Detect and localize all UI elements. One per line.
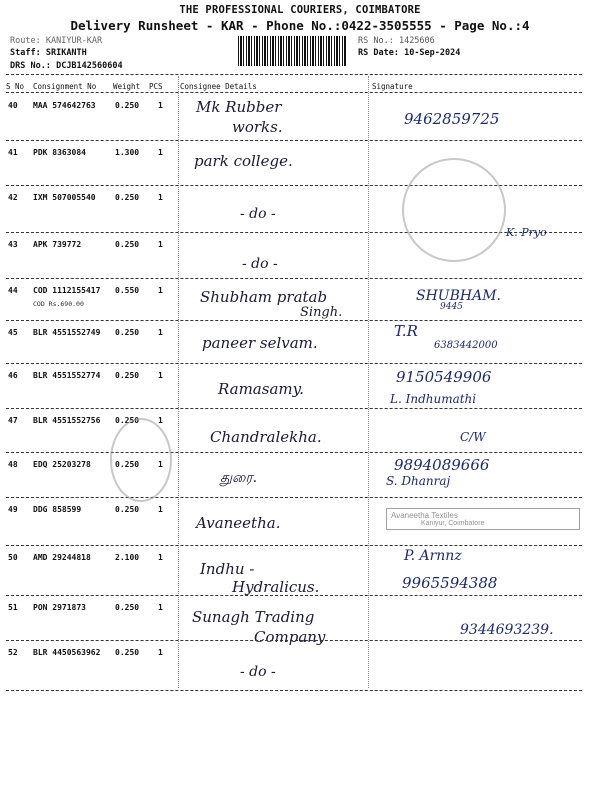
table-top-rule [6, 74, 582, 75]
row-sno: 45 [8, 328, 18, 337]
row-consignment: BLR 4551552749 [33, 328, 101, 337]
row-consignee-handwriting: Avaneetha. [196, 514, 281, 532]
row-signature: C/W [460, 430, 486, 444]
col-sno: S No [6, 82, 25, 91]
stamp-line-1: Avaneetha Textiles [391, 511, 458, 520]
drs-line [10, 61, 123, 71]
row-signature: S. Dhanraj [386, 474, 451, 488]
row-separator [6, 278, 582, 279]
row-sno: 44 [8, 286, 18, 295]
row-weight: 0.250 [115, 328, 140, 337]
row-weight: 0.250 [115, 240, 140, 249]
drs-value: DCJB142560604 [56, 61, 123, 71]
row-separator [6, 595, 582, 596]
row-signature: P. Arnnz [404, 548, 462, 564]
row-signature: 9150549906 [396, 368, 492, 386]
stamp-line-2: Kaniyur, Coimbatore [421, 520, 485, 527]
row-consignment: EDQ 25203278 [33, 460, 91, 469]
staff-label: Staff: [10, 48, 41, 58]
row-sno: 52 [8, 648, 18, 657]
row-separator [6, 363, 582, 364]
row-signature: 9894089666 [394, 456, 490, 474]
row-weight: 0.250 [115, 371, 140, 380]
row-sno: 43 [8, 240, 18, 249]
row-signature: SHUBHAM. [416, 288, 501, 304]
row-pcs: 1 [158, 193, 163, 202]
col-weight: Weight [113, 82, 141, 91]
row-pcs: 1 [158, 148, 163, 157]
row-weight: 0.550 [115, 286, 140, 295]
consignee-divider [178, 76, 179, 688]
delivery-stamp [402, 158, 506, 262]
route-label: Route: [10, 36, 41, 46]
row-consignment: PDK 8363084 [33, 148, 86, 157]
rs-date-label: RS Date: [358, 48, 399, 58]
barcode [238, 36, 346, 66]
row-signature: 6383442000 [434, 340, 498, 351]
row-separator [6, 640, 582, 641]
row-sno: 48 [8, 460, 18, 469]
company-title: THE PROFESSIONAL COURIERS, COIMBATORE [179, 4, 421, 16]
row-sno: 42 [8, 193, 18, 202]
row-weight: 0.250 [115, 101, 140, 110]
row-signature: 9445 [440, 302, 463, 312]
row-signature: T.R [394, 322, 418, 340]
row-consignment: APK 739772 [33, 240, 82, 249]
row-separator [6, 140, 582, 141]
row-consignee-handwriting: Sunagh Trading [192, 608, 315, 626]
row-signature: 9965594388 [402, 574, 498, 592]
row-consignee-handwriting: Singh. [300, 305, 343, 320]
rs-no-line [358, 36, 435, 46]
row-weight: 2.100 [115, 553, 140, 562]
rs-date-value: 10-Sep-2024 [404, 48, 461, 58]
row-pcs: 1 [158, 286, 163, 295]
runsheet-subtitle: Delivery Runsheet - KAR - Phone No.:0422-3505555 - Page No.:4 [70, 18, 530, 33]
row-signature: 9344693239. [460, 622, 554, 638]
row-sno: 40 [8, 101, 18, 110]
row-weight: 0.250 [115, 416, 140, 425]
row-consignee-handwriting: - do - [240, 664, 276, 680]
row-sno: 51 [8, 603, 18, 612]
col-signature: Signature [372, 82, 413, 91]
row-consignee-handwriting: park college. [194, 152, 293, 170]
row-separator [6, 497, 582, 498]
row-pcs: 1 [158, 553, 163, 562]
rs-no-label: RS No.: [358, 36, 394, 46]
row-signature: K. Pryo [506, 226, 547, 239]
staff-value: SRIKANTH [45, 48, 87, 58]
row-pcs: 1 [158, 328, 163, 337]
rs-no-value: 1425606 [398, 36, 435, 46]
row-separator [6, 408, 582, 409]
row-consignee-handwriting: Indhu - [200, 560, 255, 578]
row-pcs: 1 [158, 648, 163, 657]
col-pcs: PCS [149, 82, 163, 91]
row-consignment: PON 2971873 [33, 603, 86, 612]
row-separator [6, 320, 582, 321]
row-pcs: 1 [158, 603, 163, 612]
row-consignee-handwriting: Hydralicus. [232, 578, 320, 596]
row-consignment: BLR 4450563962 [33, 648, 101, 657]
row-consignee-handwriting: Ramasamy. [218, 380, 304, 398]
row-weight: 0.250 [115, 505, 140, 514]
row-consignment: AMD 29244818 [33, 553, 91, 562]
header-bottom-rule [6, 92, 582, 93]
row-consignee-handwriting: paneer selvam. [202, 334, 318, 352]
row-signature: L. Indhumathi [390, 392, 477, 406]
row-pcs: 1 [158, 505, 163, 514]
row-separator [6, 690, 582, 691]
row-consignee-handwriting: works. [232, 118, 283, 136]
row-pcs: 1 [158, 240, 163, 249]
row-consignment: BLR 4551552774 [33, 371, 101, 380]
row-consignee-handwriting: Company [254, 628, 326, 646]
row-consignment: MAA 574642763 [33, 101, 96, 110]
row-weight: 0.250 [115, 193, 140, 202]
row-pcs: 1 [158, 416, 163, 425]
staff-line [10, 48, 87, 58]
row-consignee-handwriting: Chandralekha. [210, 428, 322, 446]
row-consignment: BLR 4551552756 [33, 416, 101, 425]
row-consignee-handwriting: - do - [240, 206, 276, 222]
row-weight: 1.300 [115, 148, 140, 157]
row-sno: 46 [8, 371, 18, 380]
col-consignee: Consignee Details [180, 82, 257, 91]
row-consignee-handwriting: துரை. [220, 470, 258, 486]
row-weight: 0.250 [115, 603, 140, 612]
route-value: KANIYUR-KAR [45, 36, 103, 46]
row-sno: 50 [8, 553, 18, 562]
row-pcs: 1 [158, 460, 163, 469]
col-consignment: Consignment No [33, 82, 97, 91]
row-consignee-handwriting: Shubham pratab [200, 288, 328, 306]
faded-stamp [110, 418, 172, 502]
row-consignee-handwriting: - do - [242, 256, 278, 272]
route-line [10, 36, 102, 46]
row-separator [6, 545, 582, 546]
avaneetha-stamp [386, 508, 580, 530]
row-sno: 41 [8, 148, 18, 157]
drs-label: DRS No.: [10, 61, 51, 71]
row-weight: 0.250 [115, 648, 140, 657]
row-pcs: 1 [158, 101, 163, 110]
signature-divider [368, 76, 369, 688]
row-cod-amount: COD Rs.690.00 [33, 300, 84, 308]
row-signature: 9462859725 [404, 110, 500, 128]
row-pcs: 1 [158, 371, 163, 380]
row-sno: 47 [8, 416, 18, 425]
row-consignment: DDG 858599 [33, 505, 82, 514]
row-consignment: IXM 507005540 [33, 193, 96, 202]
row-sno: 49 [8, 505, 18, 514]
rs-date-line [358, 48, 460, 58]
row-consignment: COD 1112155417 [33, 286, 101, 295]
row-separator [6, 452, 582, 453]
row-consignee-handwriting: Mk Rubber [196, 98, 282, 116]
row-weight: 0.250 [115, 460, 140, 469]
